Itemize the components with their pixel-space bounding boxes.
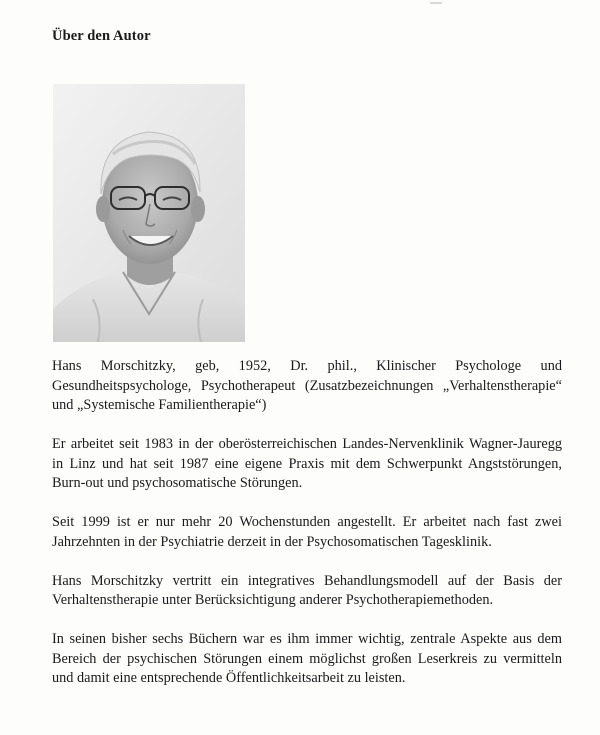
bio-paragraph: Hans Morschitzky vertritt ein integratives Behandlungsmodell auf der Basis der Verhaltenstherapie unter Berücksichtigung anderer Psychotherapiemethoden. — [52, 572, 562, 608]
bio-paragraph: Seit 1999 ist er nur mehr 20 Wochenstunden angestellt. Er arbeitet nach fast zwei Jahrzehnten in der Psychiatrie derzeit in der Psychosomatischen Tagesklinik. — [52, 514, 562, 550]
bio-paragraph: In seinen bisher sechs Büchern war es ihm immer wichtig, zentrale Aspekte aus dem Bereich der psychischen Störungen einem möglichst großen Leserkreis zu vermitteln und damit eine entsprechende Öffentlichkeitsarbeit zu leisten. — [52, 631, 562, 686]
author-bio — [52, 357, 562, 689]
author-photo — [53, 84, 245, 342]
bio-paragraph: Er arbeitet seit 1983 in der oberösterreichischen Landes-Nervenklinik Wagner-Jauregg in Linz und hat seit 1987 eine eigene Praxis mit dem Schwerpunkt Angststörungen, Burn-out und psychosomatische Störungen. — [52, 436, 562, 491]
bio-paragraph: Hans Morschitzky, geb, 1952, Dr. phil., Klinischer Psychologe und Gesundheitspsychologe, Psychotherapeut (Zusatzbezeichnungen „Verhaltenstherapie“ und „Systemische Familientherapie“) — [52, 358, 562, 413]
scan-mark — [430, 2, 442, 4]
section-heading: Über den Autor — [52, 28, 151, 44]
